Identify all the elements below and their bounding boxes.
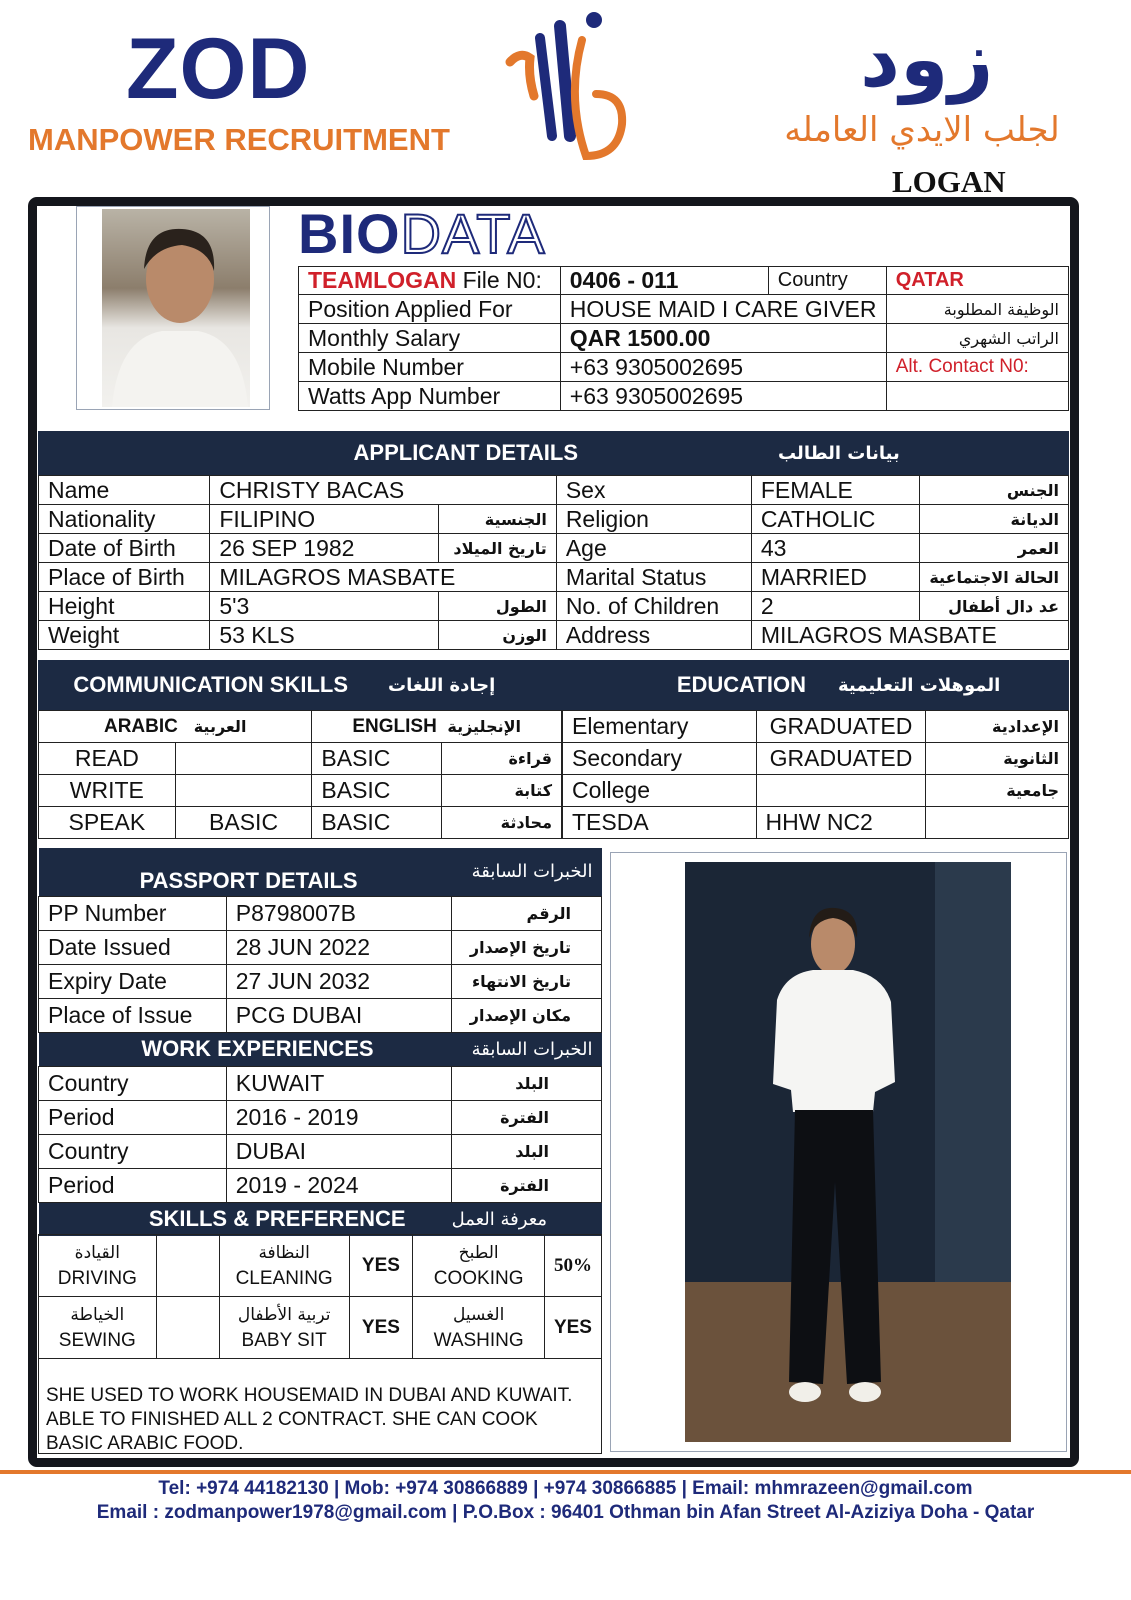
salary-value: QAR 1500.00 [560,324,886,353]
babysit-skill [219,1297,349,1359]
applicant-header-arabic: بيانات الطالب [588,431,1069,475]
work-label-arabic: البلد [452,1134,602,1168]
pp-value: P8798007B [226,896,451,930]
whatsapp-label: Watts App Number [299,382,561,411]
address-value: MILAGROS MASBATE [751,621,1068,650]
sex-value: FEMALE [751,476,919,505]
education-table [562,710,1069,839]
file-info-table [298,266,1069,411]
brand-name: ZOD [126,21,311,117]
communication-table [38,710,562,839]
skills-table [38,1234,602,1359]
washing-label-arabic: الغسيل [453,1304,505,1325]
marital-label-arabic: الحالة الاجتماعية [920,563,1069,592]
cooking-value: 50% [544,1235,601,1297]
weight-value: 53 KLS [210,621,439,650]
language-row [39,743,562,775]
issued-label-arabic: تاريخ الإصدار [452,930,602,964]
applicant-portrait [76,206,270,410]
english-level: BASIC [312,775,442,807]
applicant-header: APPLICANT DETAILS [38,431,588,475]
skills-header-arabic: معرفة العمل [452,1202,602,1236]
marital-value: MARRIED [751,563,919,592]
education-level-arabic: الثانوية [926,743,1069,775]
babysit-label-arabic: تربية الأطفال [237,1304,331,1325]
english-level: BASIC [312,807,442,839]
cleaning-label-arabic: النظافة [258,1242,310,1263]
nationality-label: Nationality [39,505,210,534]
applicant-full-photo [610,852,1067,1452]
english-language-label-arabic: الإنجليزية [447,716,522,736]
salary-label: Monthly Salary [299,324,561,353]
sex-label-arabic: الجنس [920,476,1069,505]
education-row [563,743,1069,775]
education-level: College [563,775,757,807]
work-row [39,1100,602,1134]
expiry-label: Expiry Date [39,964,227,998]
dob-label: Date of Birth [39,534,210,563]
arabic-language-header [39,711,312,743]
expiry-label-arabic: تاريخ الانتهاء [452,964,602,998]
education-level-arabic: جامعية [926,775,1069,807]
place-label: Place of Issue [39,998,227,1032]
children-value: 2 [751,592,919,621]
work-label: Country [39,1134,227,1168]
sewing-label: SEWING [58,1329,136,1351]
work-row [39,1134,602,1168]
language-row [39,807,562,839]
work-label: Period [39,1168,227,1202]
babysit-label: BABY SIT [241,1329,327,1351]
place-value: PCG DUBAI [226,998,451,1032]
driving-label-arabic: القيادة [74,1242,120,1263]
cleaning-skill [219,1235,349,1297]
footer-address: Email : zodmanpower1978@gmail.com | P.O.Box : 96401 Othman bin Afan Street Al-Aziziya Doha - Qatar [96,1502,1035,1523]
work-value: DUBAI [226,1134,451,1168]
name-label: Name [39,476,210,505]
passport-header: PASSPORT DETAILS [39,848,452,896]
agent-name: LOGAN [892,164,1006,199]
education-status: GRADUATED [756,743,926,775]
washing-value: YES [544,1297,601,1359]
english-level: BASIC [312,743,442,775]
skill-label: SPEAK [39,807,176,839]
applicant-header-bar [38,431,1069,475]
arabic-level [175,775,312,807]
dob-label-arabic: تاريخ الميلاد [439,534,557,563]
driving-label: DRIVING [57,1267,137,1289]
skill-label: WRITE [39,775,176,807]
washing-label: WASHING [433,1329,524,1351]
education-level: Secondary [563,743,757,775]
brand-subtitle: MANPOWER RECRUITMENT [28,122,450,157]
skills-header: SKILLS & PREFERENCE [39,1202,452,1236]
arabic-language-label-arabic: العربية [193,716,247,736]
nationality-value: FILIPINO [210,505,439,534]
education-level-arabic: الإعدادية [926,711,1069,743]
weight-label: Weight [39,621,210,650]
washing-skill [413,1297,545,1359]
education-level: TESDA [563,807,757,839]
footer-contact: Tel: +974 44182130 | Mob: +974 30866889 | +974 30866885 | Email: mhmrazeen@gmail.com [158,1478,973,1499]
file-label [299,267,561,295]
country-value: QATAR [886,267,1068,295]
language-row [39,775,562,807]
alt-contact-value [886,382,1068,411]
mobile-value: +63 9305002695 [560,353,886,382]
work-value: KUWAIT [226,1066,451,1100]
education-level: Elementary [563,711,757,743]
work-label-arabic: الفترة [452,1168,602,1202]
cooking-label-arabic: الطبخ [458,1242,499,1263]
height-label-arabic: الطول [439,592,557,621]
brand-name-arabic: زود [860,15,994,105]
position-label: Position Applied For [299,295,561,324]
passport-header-arabic: الخبرات السابقة [452,848,602,896]
religion-label: Religion [556,505,751,534]
remarks-text: SHE USED TO WORK HOUSEMAID IN DUBAI AND KUWAIT. ABLE TO FINISHED ALL 2 CONTRACT. SHE CAN COOK BASIC ARABIC FOOD. [46,1385,573,1454]
file-label-text: File N0: [456,267,542,293]
english-language-label: ENGLISH [352,715,437,737]
salary-label-arabic: الراتب الشهري [886,324,1068,353]
work-value: 2016 - 2019 [226,1100,451,1134]
education-status: HHW NC2 [756,807,926,839]
whatsapp-value: +63 9305002695 [560,382,886,411]
issued-value: 28 JUN 2022 [226,930,451,964]
religion-label-arabic: الديانة [920,505,1069,534]
weight-label-arabic: الوزن [439,621,557,650]
place-label-arabic: مكان الإصدار [452,998,602,1032]
name-value: CHRISTY BACAS [210,476,557,505]
communication-header-arabic: إجادة اللغات [354,660,588,710]
pp-label: PP Number [39,896,227,930]
education-row [563,775,1069,807]
cooking-skill [413,1235,545,1297]
arabic-level: BASIC [175,807,312,839]
sewing-skill [39,1297,157,1359]
skill-label-arabic: قراءة [442,743,562,775]
pp-label-arabic: الرقم [452,896,602,930]
address-label: Address [556,621,751,650]
position-label-arabic: الوظيفة المطلوبة [886,295,1068,324]
driving-value [156,1235,219,1297]
work-value: 2019 - 2024 [226,1168,451,1202]
cleaning-value: YES [349,1235,413,1297]
brand-subtitle-arabic: لجلب الايدي العامله [784,110,1060,150]
skill-label-arabic: محادثة [442,807,562,839]
file-number: 0406 - 011 [560,267,768,295]
age-value: 43 [751,534,919,563]
country-label: Country [768,267,886,295]
age-label-arabic: العمر [920,534,1069,563]
mobile-label: Mobile Number [299,353,561,382]
work-header-arabic: الخبرات السابقة [452,1032,602,1066]
sewing-value [156,1297,219,1359]
passport-table [38,848,602,1236]
work-header: WORK EXPERIENCES [39,1032,452,1066]
footer-divider [0,1470,1131,1474]
education-level-arabic [926,807,1069,839]
religion-value: CATHOLIC [751,505,919,534]
dob-value: 26 SEP 1982 [210,534,439,563]
height-value: 5'3 [210,592,439,621]
biodata-title [298,202,546,265]
biodata-title-b: DATA [400,202,546,265]
expiry-value: 27 JUN 2032 [226,964,451,998]
work-label: Country [39,1066,227,1100]
age-label: Age [556,534,751,563]
skill-label: READ [39,743,176,775]
skills-education-header-bar [38,660,1069,710]
education-status: GRADUATED [756,711,926,743]
children-label: No. of Children [556,592,751,621]
position-value: HOUSE MAID I CARE GIVER [560,295,886,324]
babysit-value: YES [349,1297,413,1359]
arabic-language-label: ARABIC [103,715,178,737]
work-row [39,1066,602,1100]
education-header: EDUCATION [588,660,818,710]
communication-header: COMMUNICATION SKILLS [38,660,354,710]
work-label-arabic: البلد [452,1066,602,1100]
alt-contact-label: Alt. Contact N0: [886,353,1068,382]
pob-label: Place of Birth [39,563,210,592]
sex-label: Sex [556,476,751,505]
arabic-level [175,743,312,775]
applicant-details-table [38,475,1069,650]
team-name: TEAMLOGAN [308,267,457,293]
skill-label-arabic: كتابة [442,775,562,807]
height-label: Height [39,592,210,621]
work-label: Period [39,1100,227,1134]
work-label-arabic: الفترة [452,1100,602,1134]
pob-value: MILAGROS MASBATE [210,563,557,592]
driving-skill [39,1235,157,1297]
education-status [756,775,926,807]
nationality-label-arabic: الجنسية [439,505,557,534]
work-row [39,1168,602,1202]
issued-label: Date Issued [39,930,227,964]
company-logo [500,6,640,176]
cooking-label: COOKING [433,1267,524,1289]
english-language-header [312,711,562,743]
sewing-label-arabic: الخياطة [70,1304,125,1325]
education-header-arabic: الموهلات التعليمية [818,660,1069,710]
cleaning-label: CLEANING [235,1267,333,1289]
education-row [563,807,1069,839]
marital-label: Marital Status [556,563,751,592]
education-row [563,711,1069,743]
children-label-arabic: عد دال أطفال [920,592,1069,621]
biodata-title-a: BIO [298,202,401,265]
